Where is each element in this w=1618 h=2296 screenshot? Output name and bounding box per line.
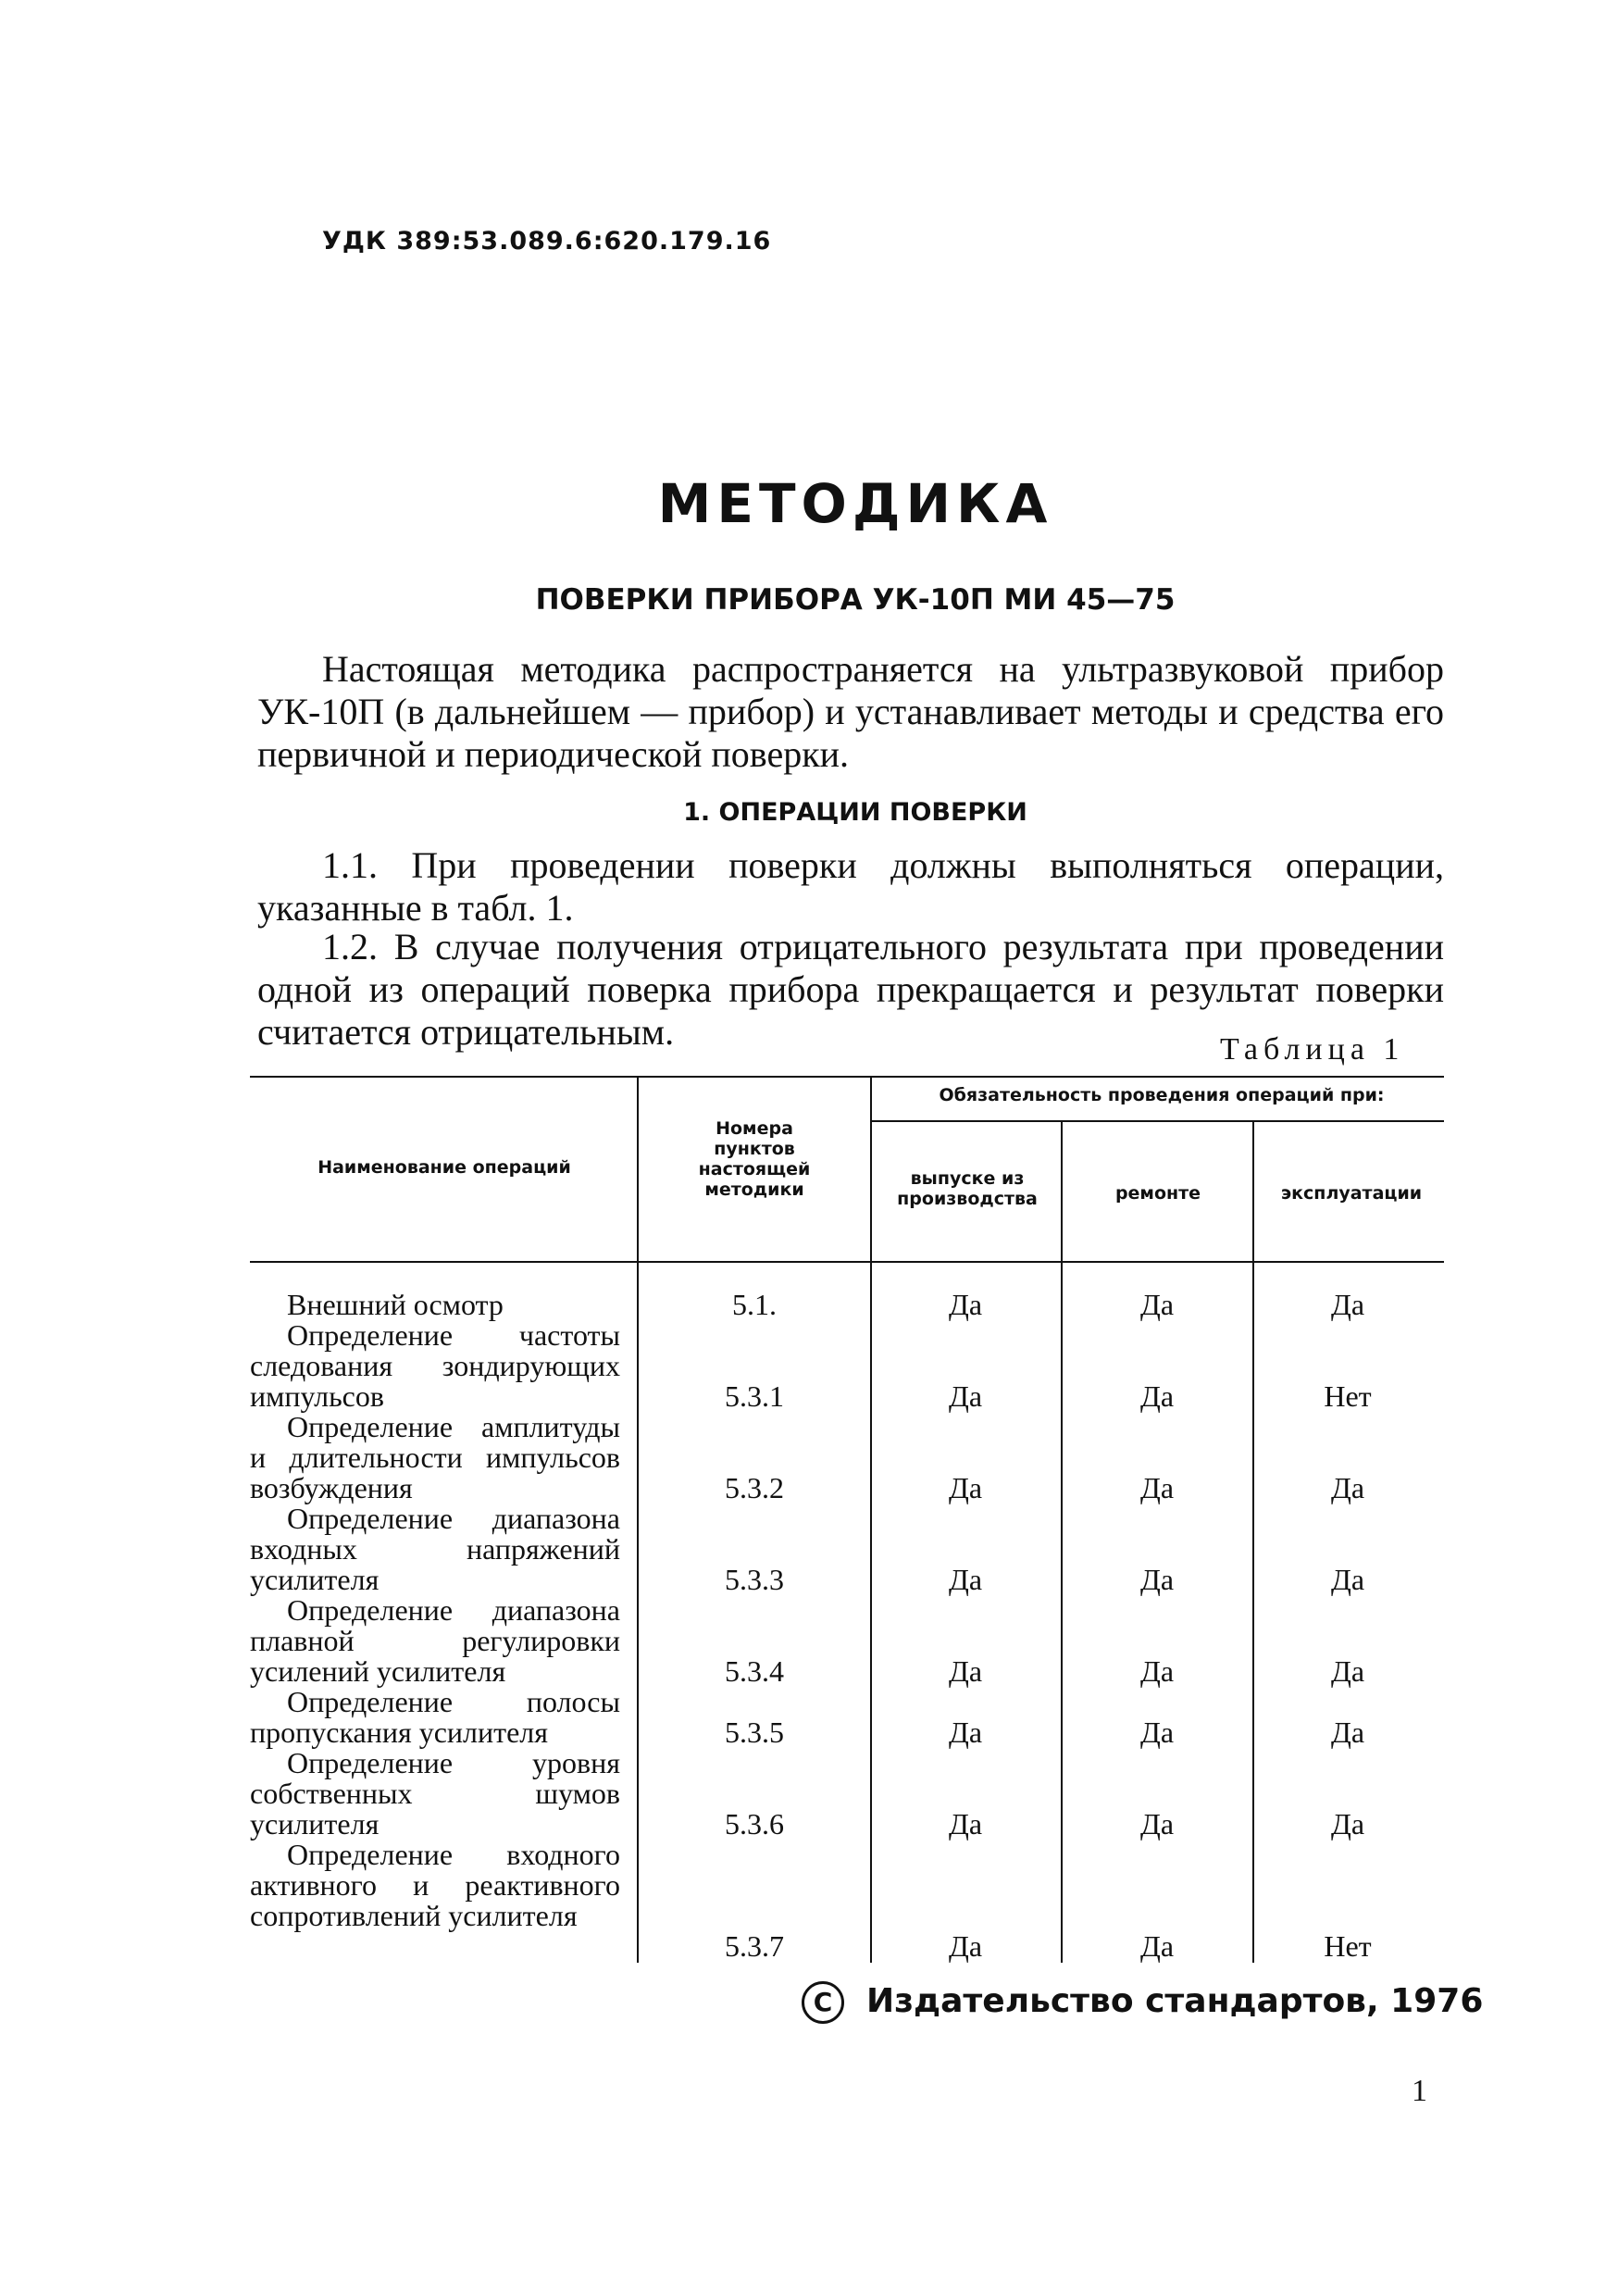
paragraph-1-1-text: 1.1. При проведении поверки должны выполняться операции, указанные в табл. 1. bbox=[257, 844, 1444, 929]
paragraph-1-2-text: 1.2. В случае получения отрицательного результата при проведении одной из операций поверка прибора прекращается и результат поверки считается отрицательным. bbox=[257, 926, 1444, 1053]
row-operation: Да bbox=[1330, 1563, 1365, 1596]
table-group-rule bbox=[870, 1120, 1444, 1122]
row-operation: Да bbox=[1330, 1716, 1365, 1749]
row-repair: Да bbox=[1139, 1807, 1175, 1841]
table-row bbox=[250, 1595, 620, 1687]
row-number: 5.3.2 bbox=[725, 1471, 784, 1504]
table-top-rule bbox=[250, 1076, 1444, 1078]
row-operation: Нет bbox=[1324, 1929, 1372, 1963]
table-col-divider-3 bbox=[1061, 1120, 1063, 1963]
row-name: Определение частоты следования зондирующих импульсов bbox=[250, 1318, 620, 1413]
header-repair: ремонте bbox=[1114, 1183, 1201, 1204]
row-repair: Да bbox=[1139, 1929, 1175, 1963]
row-name: Определение диапазона входных напряжений усилителя bbox=[250, 1502, 620, 1596]
intro-text: Настоящая методика распространяется на ультразвуковой прибор УК-10П (в дальнейшем — прибор) и устанавливает методы и средства его первичной и периодической поверки. bbox=[257, 648, 1444, 775]
row-operation: Да bbox=[1330, 1654, 1365, 1688]
row-repair: Да bbox=[1139, 1288, 1175, 1321]
row-release: Да bbox=[948, 1379, 983, 1413]
row-number: 5.3.1 bbox=[725, 1379, 784, 1413]
row-repair: Да bbox=[1139, 1379, 1175, 1413]
row-release: Да bbox=[948, 1929, 983, 1963]
table-header-rule bbox=[250, 1261, 1444, 1263]
row-operation: Да bbox=[1330, 1471, 1365, 1504]
table-caption: Таблица 1 bbox=[1220, 1032, 1405, 1067]
table-col-divider-4 bbox=[1252, 1120, 1254, 1963]
paragraph-1-1 bbox=[257, 844, 1444, 930]
header-operation: эксплуатации bbox=[1280, 1183, 1423, 1204]
table-row bbox=[250, 1504, 620, 1595]
row-name: Определение амплитуды и длительности импульсов возбуждения bbox=[250, 1410, 620, 1504]
row-repair: Да bbox=[1139, 1716, 1175, 1749]
row-release: Да bbox=[948, 1654, 983, 1688]
row-number: 5.3.6 bbox=[725, 1807, 784, 1841]
copyright-icon: C bbox=[802, 1981, 844, 2024]
table-row bbox=[250, 1412, 620, 1504]
row-operation: Да bbox=[1330, 1807, 1365, 1841]
row-release: Да bbox=[948, 1716, 983, 1749]
row-name: Определение диапазона плавной регулировки усилений усилителя bbox=[250, 1593, 620, 1688]
udk-code: УДК 389:53.089.6:620.179.16 bbox=[322, 227, 772, 256]
row-name: Определение полосы пропускания усилителя bbox=[250, 1685, 620, 1749]
header-release: выпуске из производства bbox=[897, 1168, 1038, 1209]
row-number: 5.3.7 bbox=[725, 1929, 784, 1963]
row-release: Да bbox=[948, 1471, 983, 1504]
row-number: 5.3.3 bbox=[725, 1563, 784, 1596]
page-title: МЕТОДИКА bbox=[657, 472, 1053, 535]
table-row bbox=[250, 1290, 620, 1320]
row-name: Определение уровня собственных шумов усилителя bbox=[250, 1746, 620, 1841]
row-number: 5.3.5 bbox=[725, 1716, 784, 1749]
header-group: Обязательность проведения операций при: bbox=[939, 1085, 1385, 1105]
table-row bbox=[250, 1840, 620, 1931]
intro-paragraph bbox=[257, 648, 1444, 776]
row-name: Внешний осмотр bbox=[287, 1288, 504, 1321]
table-row bbox=[250, 1748, 620, 1840]
row-number: 5.1. bbox=[732, 1288, 777, 1321]
table-row bbox=[250, 1687, 620, 1748]
page-number: 1 bbox=[1412, 2074, 1427, 2108]
row-name: Определение входного активного и реактивного сопротивлений усилителя bbox=[250, 1838, 620, 1932]
page-subtitle: ПОВЕРКИ ПРИБОРА УК-10П МИ 45—75 bbox=[535, 583, 1176, 617]
section-heading: 1. ОПЕРАЦИИ ПОВЕРКИ bbox=[683, 798, 1027, 827]
copyright bbox=[802, 1981, 1483, 2024]
table-col-divider-2 bbox=[870, 1076, 872, 1963]
header-number: Номера пунктов настоящей методики bbox=[698, 1118, 811, 1200]
row-release: Да bbox=[948, 1563, 983, 1596]
table-row bbox=[250, 1320, 620, 1412]
copyright-text: Издательство стандартов, 1976 bbox=[866, 1982, 1484, 2020]
header-name: Наименование операций bbox=[317, 1157, 571, 1178]
row-release: Да bbox=[948, 1807, 983, 1841]
row-repair: Да bbox=[1139, 1471, 1175, 1504]
row-repair: Да bbox=[1139, 1563, 1175, 1596]
row-number: 5.3.4 bbox=[725, 1654, 784, 1688]
row-operation: Да bbox=[1330, 1288, 1365, 1321]
row-release: Да bbox=[948, 1288, 983, 1321]
row-operation: Нет bbox=[1324, 1379, 1372, 1413]
row-repair: Да bbox=[1139, 1654, 1175, 1688]
